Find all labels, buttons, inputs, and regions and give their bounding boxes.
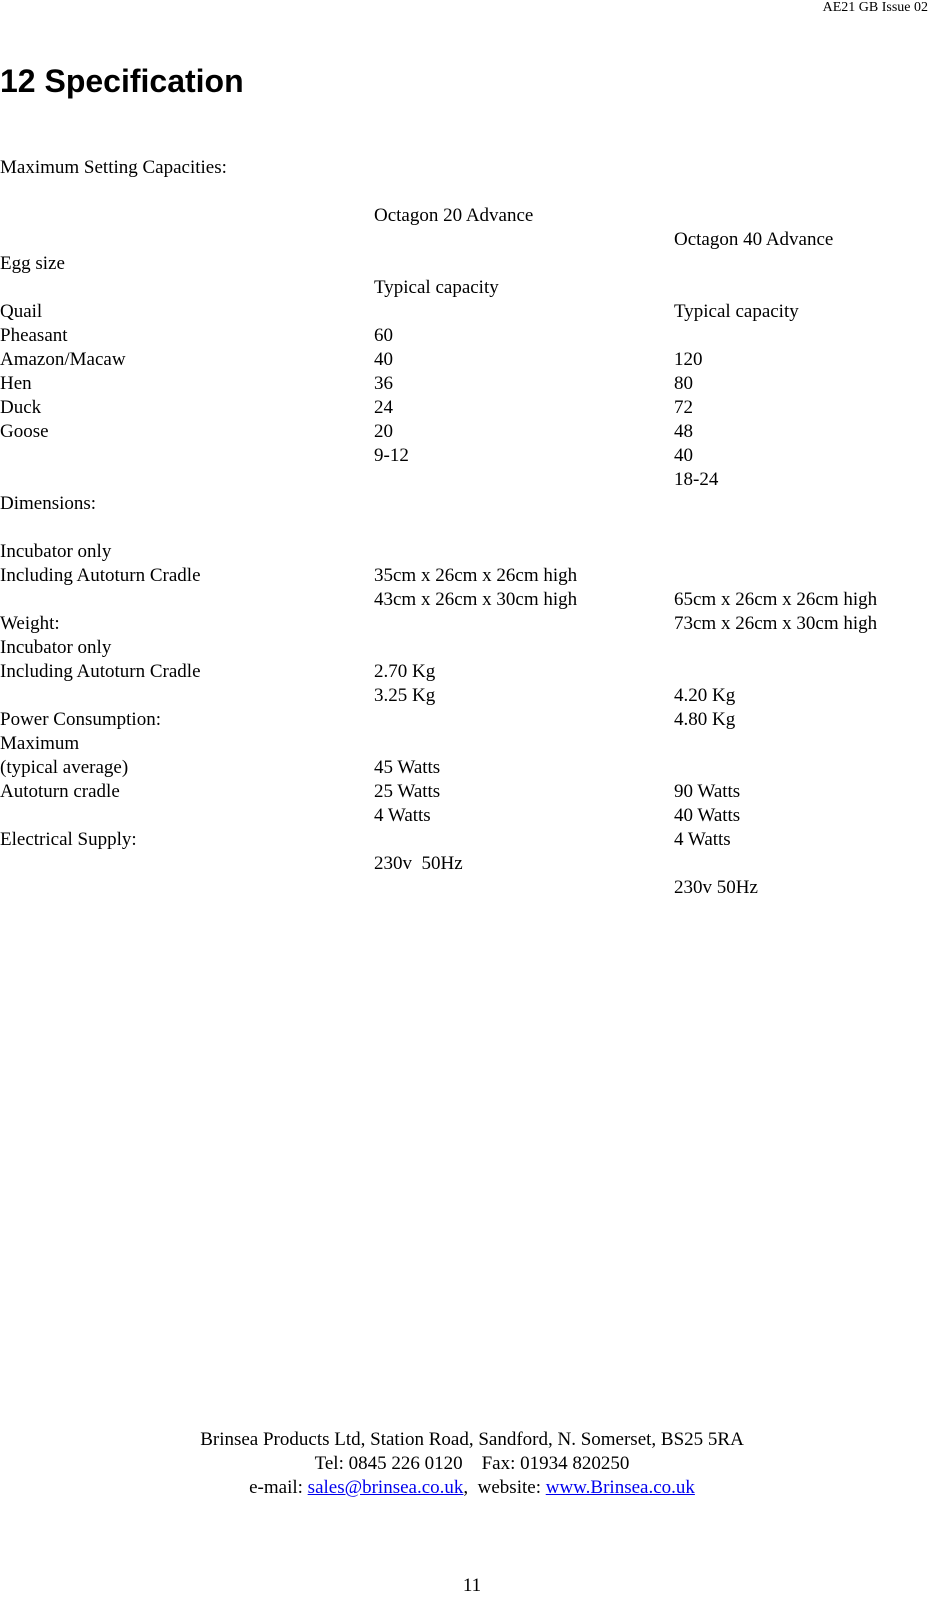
value-octagon-40: 230v 50Hz <box>674 877 758 898</box>
row-label: Hen <box>0 373 32 394</box>
value-octagon-40: 40 <box>674 445 693 466</box>
row-label: Incubator only <box>0 541 112 562</box>
dimensions-heading <box>0 468 944 514</box>
row-label: Including Autoturn Cradle <box>0 661 201 682</box>
value-octagon-40: 4 Watts <box>674 829 731 850</box>
egg-size-header: Egg size <box>0 253 65 274</box>
dimensions-heading-text: Dimensions: <box>0 493 97 514</box>
value-octagon-20: 60 <box>374 325 393 346</box>
value-octagon-40: 4.80 Kg <box>674 709 736 730</box>
row-label: Maximum <box>0 733 80 754</box>
value-octagon-20: 35cm x 26cm x 26cm high <box>374 565 578 586</box>
row-label: Goose <box>0 421 49 442</box>
value-octagon-20: 2.70 Kg <box>374 661 436 682</box>
value-octagon-20: 43cm x 26cm x 30cm high <box>374 589 578 610</box>
value-octagon-20: 20 <box>374 421 393 442</box>
page-title: 12 Specification <box>0 63 244 99</box>
row-label: Including Autoturn Cradle <box>0 565 201 586</box>
footer-phone-fax: Tel: 0845 226 0120 Fax: 01934 820250 <box>314 1453 630 1474</box>
model-header-row <box>0 180 944 250</box>
row-label: Amazon/Macaw <box>0 349 126 370</box>
value-octagon-20: 24 <box>374 397 393 418</box>
value-octagon-40: 72 <box>674 397 693 418</box>
row-label: Duck <box>0 397 42 418</box>
website-link[interactable]: www.Brinsea.co.uk <box>545 1477 695 1498</box>
footer-contact-line <box>0 1476 944 1500</box>
row-label: Quail <box>0 301 43 322</box>
model-name-octagon-20: Octagon 20 Advance <box>374 205 534 226</box>
row-label: (typical average) <box>0 757 129 778</box>
value-octagon-20: 25 Watts <box>374 781 441 802</box>
value-octagon-20: 45 Watts <box>374 757 441 778</box>
model-name-octagon-40: Octagon 40 Advance <box>674 229 834 250</box>
value-octagon-40: 80 <box>674 373 693 394</box>
page-number: 11 <box>462 1575 482 1596</box>
document-issue-label: AE21 GB Issue 02 <box>822 0 928 15</box>
value-octagon-20: 230v 50Hz <box>374 853 463 874</box>
value-octagon-40: 65cm x 26cm x 26cm high <box>674 589 878 610</box>
value-octagon-20: 3.25 Kg <box>374 685 436 706</box>
value-octagon-40: 18-24 <box>674 469 719 490</box>
typical-capacity-header-20: Typical capacity <box>374 277 499 298</box>
power-heading-text: Power Consumption: <box>0 709 161 730</box>
row-label: Pheasant <box>0 325 68 346</box>
capacities-heading-text: Maximum Setting Capacities: <box>0 157 227 178</box>
value-octagon-40: 4.20 Kg <box>674 685 736 706</box>
row-label: Autoturn cradle <box>0 781 120 802</box>
row-label: Incubator only <box>0 637 112 658</box>
value-octagon-40: 120 <box>674 349 703 370</box>
value-octagon-20: 40 <box>374 349 393 370</box>
weight-heading-text: Weight: <box>0 613 60 634</box>
value-octagon-40: 48 <box>674 421 693 442</box>
value-octagon-20: 36 <box>374 373 393 394</box>
typical-capacity-header-40: Typical capacity <box>674 301 799 322</box>
value-octagon-40: 40 Watts <box>674 805 741 826</box>
capacities-heading <box>0 132 944 178</box>
footer-address: Brinsea Products Ltd, Station Road, Sandford, N. Somerset, BS25 5RA <box>200 1429 744 1450</box>
value-octagon-20: 4 Watts <box>374 805 431 826</box>
value-octagon-40: 90 Watts <box>674 781 741 802</box>
value-octagon-20: 9-12 <box>374 445 409 466</box>
email-link[interactable]: sales@brinsea.co.uk <box>307 1477 464 1498</box>
email-prefix: e-mail: <box>249 1477 308 1498</box>
website-prefix: , website: <box>463 1477 546 1498</box>
value-octagon-40: 73cm x 26cm x 30cm high <box>674 613 878 634</box>
row-label: Electrical Supply: <box>0 829 137 850</box>
